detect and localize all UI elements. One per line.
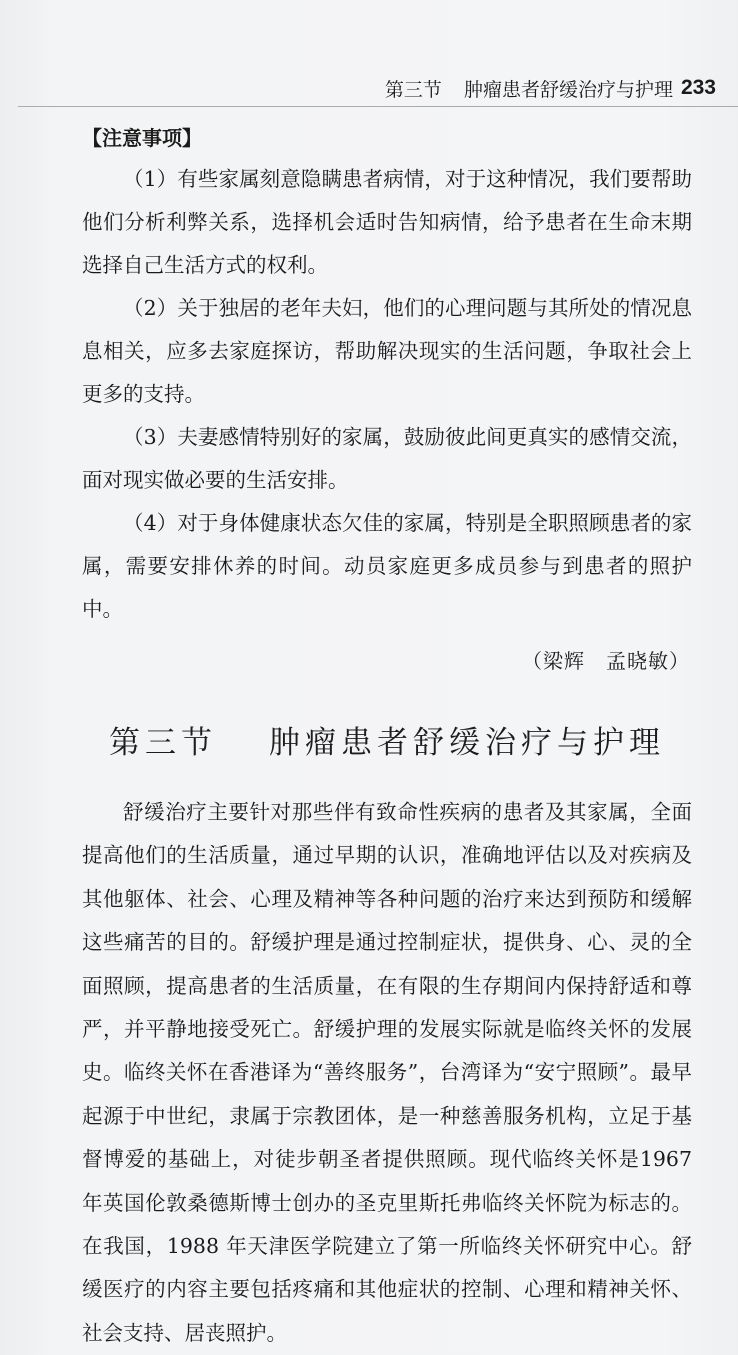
note-item: （3）夫妻感情特别好的家属，鼓励彼此间更真实的感情交流，面对现实做必要的生活安排。 xyxy=(82,425,692,492)
header-divider xyxy=(18,106,738,107)
section-body xyxy=(82,791,692,1355)
note-item: （4）对于身体健康状态欠佳的家属，特别是全职照顾患者的家属，需要安排休养的时间。动员家庭更多成员参与到患者的照护中。 xyxy=(82,511,692,621)
note-item: （1）有些家属刻意隐瞒患者病情，对于这种情况，我们要帮助他们分析利弊关系，选择机会适时告知病情，给予患者在生命末期选择自己生活方式的权利。 xyxy=(82,167,692,277)
notes-section xyxy=(82,118,692,681)
body-paragraph: 舒缓治疗主要针对那些伴有致命性疾病的患者及其家属，全面提高他们的生活质量，通过早期的认识，准确地评估以及对疾病及其他躯体、社会、心理及精神等各种问题的治疗来达到预防和缓解这些痛苦的目的。舒缓护理是通过控制症状，提供身、心、灵的全面照顾，提高患者的生活质量，在有限的生存期间内保持舒适和尊严，并平静地接受死亡。舒缓护理的发展实际就是临终关怀的发展史。临终关怀在香港译为“善终服务”，台湾译为“安宁照顾”。最早起源于中世纪，隶属于宗教团体，是一种慈善服务机构，立足于基督博爱的基础上，对徒步朝圣者提供照顾。现代临终关怀是1967 年英国伦敦桑德斯博士创办的圣克里斯托弗临终关怀院为标志的。在我国，1988 年天津医学院建立了第一所临终关怀研究中心。舒缓医疗的内容主要包括疼痛和其他症状的控制、心理和精神关怀、社会支持、居丧照护。 xyxy=(82,800,692,1345)
section-number: 第三节 xyxy=(109,725,217,761)
notes-heading: 【注意事项】 xyxy=(82,126,202,150)
header-chapter-title: 肿瘤患者舒缓治疗与护理 xyxy=(463,78,673,101)
section-title: 肿瘤患者舒缓治疗与护理 xyxy=(269,725,665,761)
section-heading xyxy=(82,711,692,775)
note-item: （2）关于独居的老年夫妇，他们的心理问题与其所处的情况息息相关，应多去家庭探访，帮助解决现实的生活问题，争取社会上更多的支持。 xyxy=(82,296,692,406)
page-number: 233 xyxy=(680,76,716,99)
authors-credit: （梁辉 孟晓敏） xyxy=(522,649,690,673)
running-header xyxy=(385,70,716,106)
page-content xyxy=(82,118,692,1355)
header-section-label: 第三节 xyxy=(384,78,442,101)
